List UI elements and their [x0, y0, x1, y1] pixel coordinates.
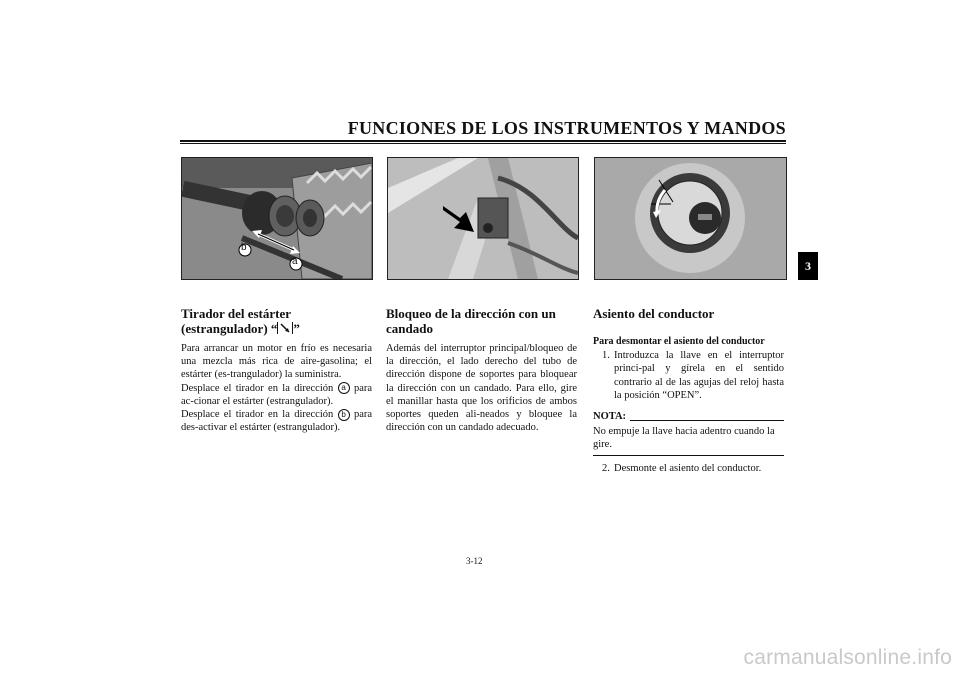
rider-seat-section [593, 306, 784, 475]
rider-seat-title: Asiento del conductor [593, 306, 715, 321]
choke-section-title: Tirador del estárter (estrangulador) “ ” [181, 306, 300, 336]
page-number: 3-12 [466, 556, 483, 566]
header-rule-thin [180, 143, 786, 144]
choke-paragraph-1: Para arrancar un motor en frío es necesaria una mezcla más rica de aire-gasolina; el estárter (es-trangulador) la suministra. [181, 343, 372, 381]
header-rule [180, 140, 786, 142]
choke-paragraph-2: Desplace el tirador en la dirección a para ac-cionar el estárter (estrangulador). [181, 382, 373, 407]
choke-section [181, 306, 372, 434]
steering-lock-section [386, 306, 577, 434]
step-1: 1. Introduzca la llave en el interruptor princi-pal y gírela en el sentido contrario al de las agujas del reloj hasta la posición “OPEN”. [602, 350, 784, 401]
label-a-circle: a [292, 256, 298, 267]
choke-knob-photo [181, 157, 373, 280]
label-b-circle: b [241, 242, 247, 253]
direction-b-mark: b [338, 409, 350, 421]
choke-paragraph-3: Desplace el tirador en la dirección b para des-activar el estárter (estrangulador). [181, 409, 373, 434]
seat-removal-subtitle: Para desmontar el asiento del conductor [593, 336, 765, 347]
nota-text: No empuje la llave hacia adentro cuando la gire. [593, 425, 784, 455]
direction-a-mark: a [338, 382, 350, 394]
nota-header: NOTA: [593, 410, 784, 423]
steering-lock-paragraph: Además del interruptor principal/bloqueo de la dirección, el lado derecho del tubo de dirección dispone de soportes para bloquear la dirección con un candado. Para ello, gire el manillar hasta que los orificios de ambos soportes queden ali-neados y bloquee la dirección con un candado adecuado. [386, 343, 577, 434]
choke-symbol-icon [277, 322, 293, 334]
steering-lock-photo [387, 157, 579, 280]
watermark: carmanualsonline.info [743, 646, 952, 669]
steering-lock-title: Bloqueo de la dirección con un candado [386, 306, 556, 336]
step-2: 2. Desmonte el asiento del conductor. [602, 462, 762, 474]
page-title: FUNCIONES DE LOS INSTRUMENTOS Y MANDOS [347, 118, 786, 138]
chapter-tab: 3 [798, 252, 818, 280]
seat-lock-photo [594, 157, 787, 280]
